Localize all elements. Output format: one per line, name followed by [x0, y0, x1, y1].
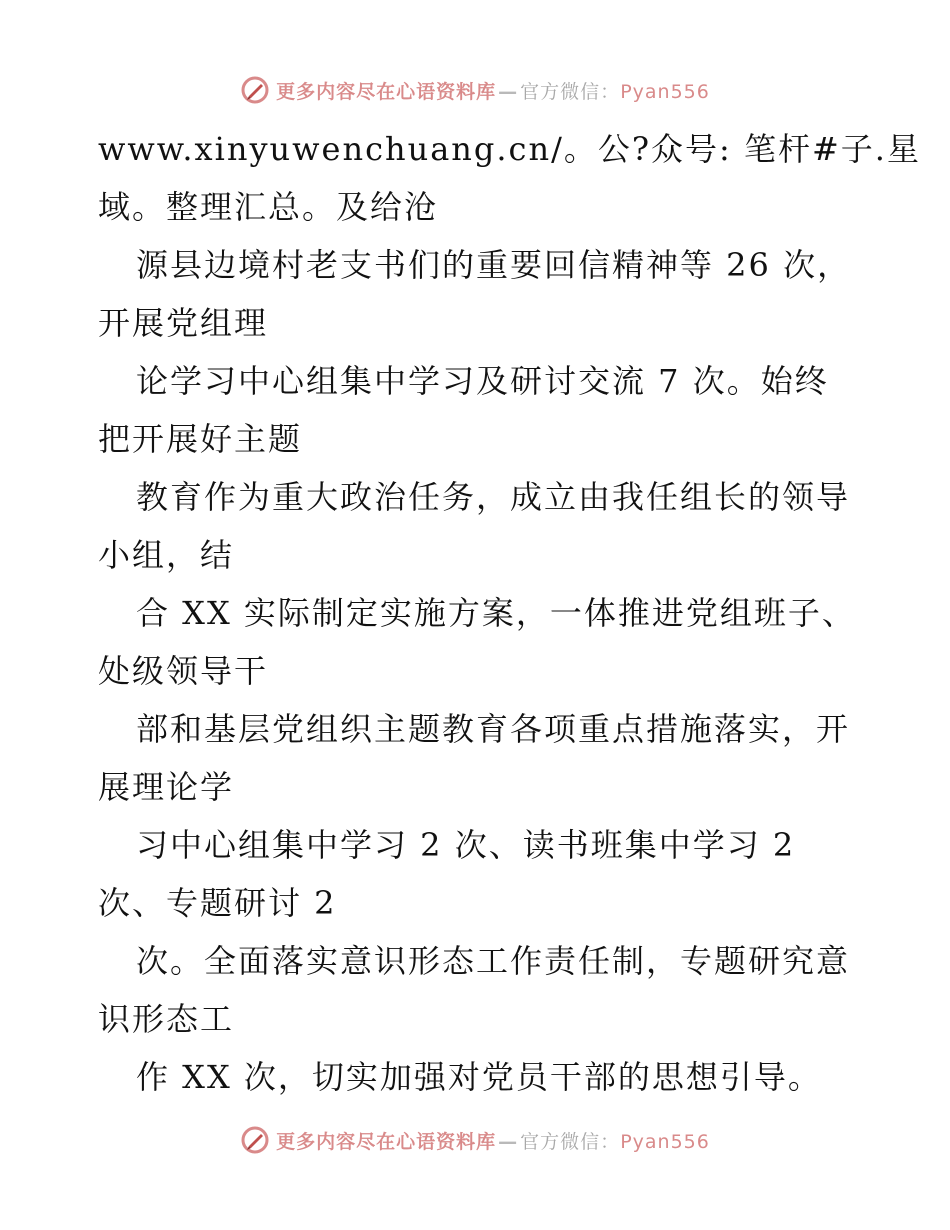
text-line: 小组，结: [98, 536, 235, 574]
document-body: [98, 120, 921, 1106]
banner-wechat-label: 官方微信：: [520, 1130, 621, 1153]
banner-separator: —: [498, 80, 519, 103]
text-line: 习中心组集中学习 2 次、读书班集中学习 2: [136, 826, 796, 864]
text-line: 域。整理汇总。及给沧: [98, 188, 439, 226]
banner-wechat-id: Pyan556: [620, 80, 710, 103]
footer-banner: [0, 1120, 950, 1160]
text-line: 作 XX 次，切实加强对党员干部的思想引导。: [136, 1058, 822, 1096]
banner-separator: —: [498, 1130, 519, 1153]
text-line: 合 XX 实际制定实施方案，一体推进党组班子、: [136, 594, 856, 632]
banner-text: [276, 1127, 710, 1154]
banner-wechat-label: 官方微信：: [520, 80, 621, 103]
pen-logo-icon: [240, 1125, 270, 1155]
banner-main-text: 更多内容尽在心语资料库: [276, 80, 497, 103]
text-line: 识形态工: [98, 1000, 235, 1038]
header-banner: [0, 70, 950, 110]
text-line: 展理论学: [98, 768, 235, 806]
text-line: 处级领导干: [98, 652, 269, 690]
text-line: 论学习中心组集中学习及研讨交流 7 次。始终: [136, 362, 829, 400]
text-line: 次、专题研讨 2: [98, 884, 337, 922]
text-line: 部和基层党组织主题教育各项重点措施落实，开: [136, 710, 851, 748]
text-line: www.xinyuwenchuang.cn/。公?众号: 笔杆#子.星: [98, 130, 921, 168]
text-line: 把开展好主题: [98, 420, 303, 458]
text-line: 教育作为重大政治任务，成立由我任组长的领导: [136, 478, 851, 516]
banner-main-text: 更多内容尽在心语资料库: [276, 1130, 497, 1153]
text-line: 源县边境村老支书们的重要回信精神等 26 次，: [136, 246, 852, 284]
banner-text: [276, 77, 710, 104]
text-line: 次。全面落实意识形态工作责任制，专题研究意: [136, 942, 851, 980]
pen-logo-icon: [240, 75, 270, 105]
text-line: 开展党组理: [98, 304, 269, 342]
banner-wechat-id: Pyan556: [620, 1130, 710, 1153]
